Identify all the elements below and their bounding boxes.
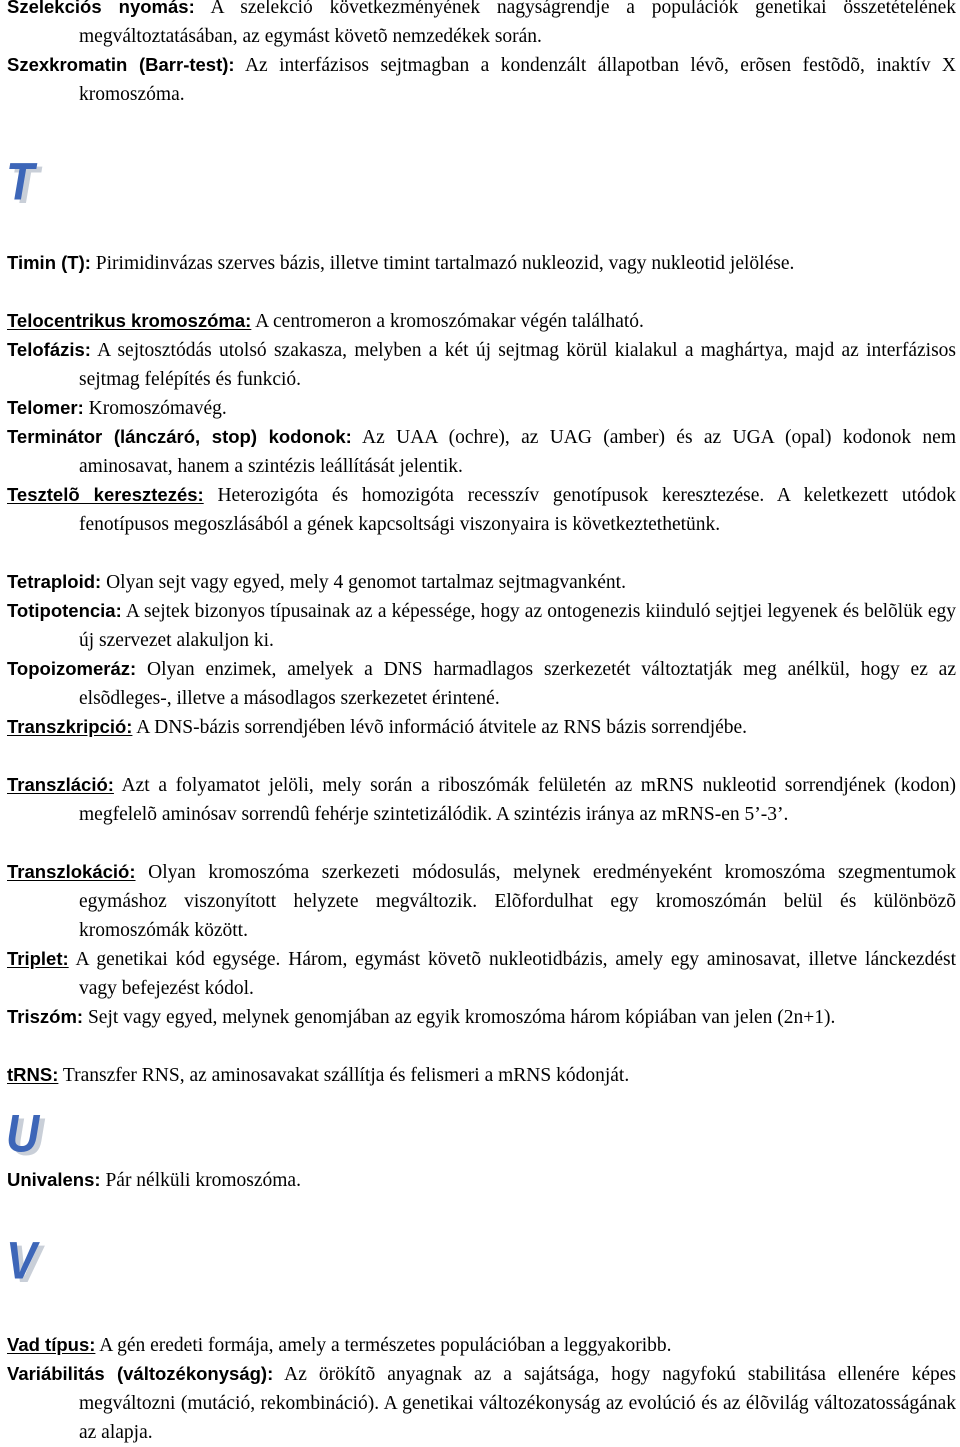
entry-term: Transzlokáció: xyxy=(7,861,136,882)
entry-definition: A centromeron a kromoszómakar végén található. xyxy=(251,311,644,332)
glossary-entry xyxy=(7,1060,956,1090)
glossary-entry xyxy=(7,596,956,655)
glossary-entry xyxy=(7,335,956,394)
entry-definition: Kromoszómavég. xyxy=(83,398,227,419)
entry-definition: Transzfer RNS, az aminosavakat szállítja és felismeri a mRNS kódonját. xyxy=(58,1065,630,1086)
entry-definition: Olyan enzimek, amelyek a DNS harmadlagos szerkezetét változtatják meg anélkül, hogy ez az elsõdleges-, illetve a másodlagos szerkezetet érintené. xyxy=(79,659,956,709)
glossary-entry xyxy=(7,857,956,945)
entry-term: tRNS: xyxy=(7,1064,59,1085)
entry-definition: Heterozigóta és homozigóta recesszív genotípusok keresztezése. A keletkezett utódok fenotípusos megoszlásából a gének kapcsoltsági viszonyaira is következtethetünk. xyxy=(79,485,957,535)
glossary-entry xyxy=(7,770,956,829)
entry-term: Tesztelõ keresztezés: xyxy=(7,484,204,505)
entry-definition: Pirimidinvázas szerves bázis, illetve timint tartalmazó nukleozid, vagy nukleotid jelölése. xyxy=(90,253,795,274)
glossary-entry xyxy=(7,480,956,539)
glossary-entry xyxy=(7,393,956,423)
entry-definition: Sejt vagy egyed, melynek genomjában az egyik kromoszóma három kópiában van jelen (2n+1). xyxy=(83,1007,836,1028)
entry-definition: A sejtosztódás utolsó szakasza, melyben a két új sejtmag körül kialakul a maghártya, majd az interfázisos sejtmag felépítés és funkció. xyxy=(79,340,956,390)
entry-term: Transzkripció: xyxy=(7,716,133,737)
entry-term: Triszóm: xyxy=(7,1006,84,1027)
glossary-entry xyxy=(7,1165,956,1195)
glossary-entry xyxy=(7,567,956,597)
entry-term: Vad típus: xyxy=(7,1334,96,1355)
glossary-entry xyxy=(7,944,956,1003)
glossary-entry xyxy=(7,1002,956,1032)
glossary-entry xyxy=(7,248,956,278)
entry-term: Szexkromatin (Barr-test): xyxy=(7,54,235,75)
glossary-entry xyxy=(7,1359,956,1447)
glossary-entry xyxy=(7,422,956,481)
section-letter-v: V xyxy=(6,1230,37,1290)
entry-definition: A genetikai kód egysége. Három, egymást követõ nukleotidbázis, amely egy aminosavat, illetve lánckezdést vagy befejezést kódol. xyxy=(68,949,956,999)
entry-definition: Az örökítõ anyagnak az a sajátsága, hogy nagyfokú stabilitása ellenére képes megváltozni (mutáció, rekombináció). A genetikai változékonyság az evolúció és az élõvilág változatosságának az alapja. xyxy=(79,1364,957,1443)
entry-term: Timin (T): xyxy=(7,252,91,273)
glossary-entry xyxy=(7,712,956,742)
entry-definition: Az UAA (ochre), az UAG (amber) és az UGA (opal) kodonok nem aminosavat, hanem a szintézis leállítását jelentik. xyxy=(79,427,956,477)
entry-term: Telocentrikus kromoszóma: xyxy=(7,310,252,331)
entry-term: Telomer: xyxy=(7,397,84,418)
entry-term: Univalens: xyxy=(7,1169,101,1190)
glossary-entry xyxy=(7,1330,956,1360)
glossary-entry xyxy=(7,654,956,713)
entry-term: Telofázis: xyxy=(7,339,91,360)
entry-term: Triplet: xyxy=(7,948,69,969)
entry-term: Szelekciós nyomás: xyxy=(7,0,195,17)
entry-term: Totipotencia: xyxy=(7,600,122,621)
glossary-entry xyxy=(7,50,956,109)
entry-definition: A DNS-bázis sorrendjében lévõ információ átvitele az RNS bázis sorrendjébe. xyxy=(132,717,748,738)
glossary-entry xyxy=(7,0,956,51)
entry-term: Tetraploid: xyxy=(7,571,102,592)
section-letter-t: T xyxy=(6,151,35,211)
entry-term: Variábilitás (változékonyság): xyxy=(7,1363,274,1384)
entry-definition: Azt a folyamatot jelöli, mely során a riboszómák felületén az mRNS nukleotid sorrendjének (kodon) megfelelõ aminósav sorrendû fehérje szintetizálódik. A szintézis iránya az mRNS-en 5’-3’. xyxy=(79,775,956,825)
entry-definition: Olyan kromoszóma szerkezeti módosulás, melynek eredményeként kromoszóma szegmentumok egymáshoz viszonyított helyzete megváltozik. Elõfordulhat egy kromoszómán belül és különbözõ kromoszómák között. xyxy=(79,862,956,941)
entry-term: Terminátor (lánczáró, stop) kodonok: xyxy=(7,426,352,447)
entry-definition: A gén eredeti formája, amely a természetes populációban a leggyakoribb. xyxy=(95,1335,672,1356)
entry-definition: Olyan sejt vagy egyed, mely 4 genomot tartalmaz sejtmagvanként. xyxy=(101,572,626,593)
entry-definition: Az interfázisos sejtmagban a kondenzált állapotban lévõ, erõsen festõdõ, inaktív X kromoszóma. xyxy=(79,55,956,105)
section-letter-u: U xyxy=(6,1103,40,1163)
glossary-entry xyxy=(7,306,956,336)
entry-term: Transzláció: xyxy=(7,774,114,795)
entry-definition: Pár nélküli kromoszóma. xyxy=(100,1170,301,1191)
entry-term: Topoizomeráz: xyxy=(7,658,137,679)
entry-definition: A sejtek bizonyos típusainak az a képessége, hogy az ontogenezis kiinduló sejtjei legyenek és belõlük egy új szervezet alakuljon ki. xyxy=(79,601,956,651)
entry-definition: A szelekció következményének nagyságrendje a populációk genetikai összetételének megváltoztatásában, az egymást követõ nemzedékek során. xyxy=(79,0,956,47)
